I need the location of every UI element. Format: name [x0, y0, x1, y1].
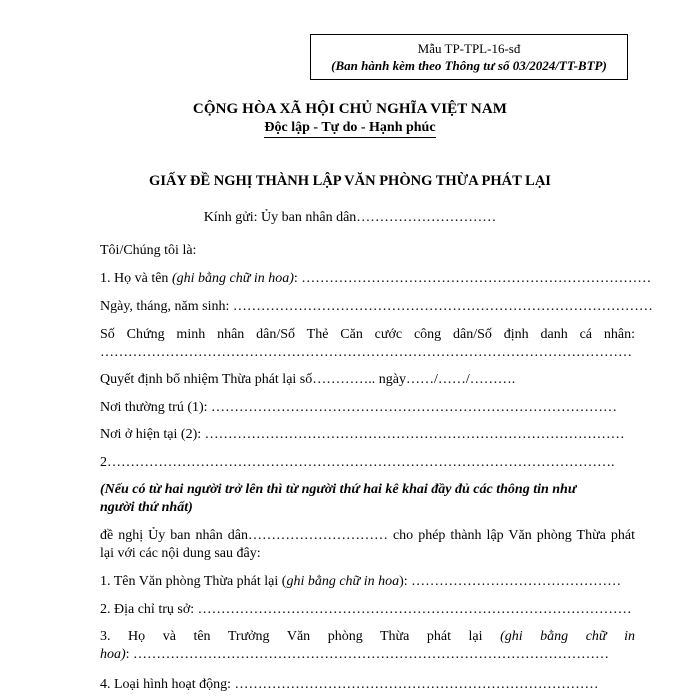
form-code: Mẫu TP-TPL-16-sđ: [417, 41, 521, 56]
date-of-birth-line: Ngày, tháng, năm sinh: ………………………………………………………………………………: [100, 299, 653, 314]
office-name-dots: ): ………………………………………: [399, 574, 622, 589]
office-address-line: 2. Địa chỉ trụ sở: …………………………………………………………………………………: [100, 602, 632, 617]
country-name: CỘNG HÒA XÃ HỘI CHỦ NGHĨA VIỆT NAM: [192, 101, 508, 117]
office-head-line-1: [100, 628, 635, 646]
office-head-label: 3. Họ và tên Trưởng Văn phòng Thừa phát lại: [100, 629, 501, 644]
form-code-box: [310, 34, 628, 80]
appointment-decision-line: Quyết định bổ nhiệm Thừa phát lại số………….. ngày……/……/……….: [100, 372, 516, 387]
document-title: GIẤY ĐỀ NGHỊ THÀNH LẬP VĂN PHÒNG THỪA PHÁT LẠI: [149, 173, 551, 189]
national-motto: [0, 120, 700, 136]
issued-by-note: (Ban hành kèm theo Thông tư số 03/2024/TT-BTP): [331, 58, 607, 73]
intro-line: Tôi/Chúng tôi là:: [100, 243, 197, 258]
second-person-line: 2……………………………………………………………………………………………….: [100, 455, 615, 470]
office-head-hint: (ghi bằng chữ in: [500, 629, 635, 644]
note-line-2: người thứ nhất): [100, 500, 193, 515]
office-name-line: [100, 573, 635, 591]
motto-text: Độc lập - Tự do - Hạnh phúc: [264, 120, 435, 138]
full-name-hint: (ghi bằng chữ in hoa): [171, 271, 294, 286]
operation-type-line: 4. Loại hình hoạt động: ……………………………………………………………………: [100, 677, 599, 692]
id-number-dots: ……………………………………………………………………………………………………: [100, 345, 632, 360]
full-name-label: 1. Họ và tên: [100, 271, 172, 286]
request-line-2: lại với các nội dung sau đây:: [100, 546, 261, 561]
office-head-dots: : …………………………………………………………………………………………: [125, 647, 610, 662]
id-number-label: Số Chứng minh nhân dân/Số Thẻ Căn cước công dân/Số định danh cá nhân:: [100, 327, 635, 342]
full-name-dots: : …………………………………………………………………: [293, 271, 652, 286]
current-residence-line: Nơi ở hiện tại (2): ………………………………………………………………………………: [100, 427, 625, 442]
office-head-line-2: [100, 646, 635, 664]
recipient-line: Kính gửi: Ủy ban nhân dân…………………………: [203, 210, 497, 225]
request-line-1: đề nghị Ủy ban nhân dân………………………… cho phép thành lập Văn phòng Thừa phát: [100, 528, 635, 543]
full-name-line: [100, 270, 652, 288]
permanent-residence-line: Nơi thường trú (1): ……………………………………………………………………………: [100, 400, 618, 415]
office-head-hint-end: hoa): [100, 647, 126, 662]
office-name-hint: ghi bằng chữ in hoa: [286, 574, 400, 589]
note-line-1: (Nếu có từ hai người trở lên thì từ người thứ hai kê khai đầy đủ các thông tin như: [100, 482, 577, 497]
office-name-label: 1. Tên Văn phòng Thừa phát lại (: [100, 574, 287, 589]
